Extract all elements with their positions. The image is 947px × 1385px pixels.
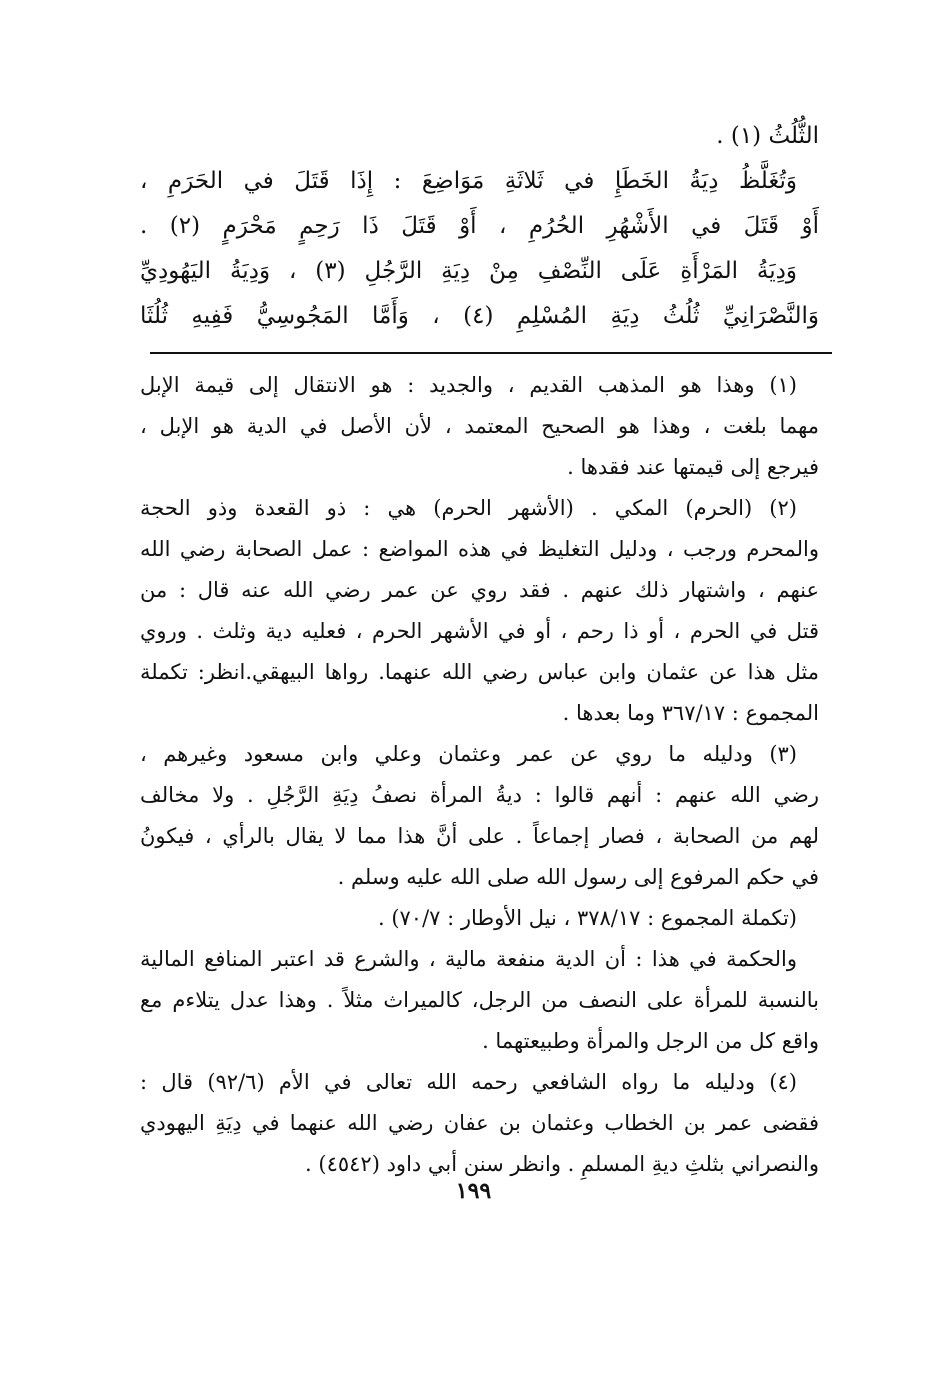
footnote-line-5: والمحرم ورجب ، ودليل التغليظ في هذه المواضع : عمل الصحابة رضي الله	[140, 537, 819, 561]
footnote-line-12: لهم من الصحابة ، فصار إجماعاً . على أنَّ هذا مما لا يقال بالرأي ، فيكونُ	[140, 824, 819, 848]
footnote-line-19: فقضى عمر بن الخطاب وعثمان بن عفان رضي الله عنهما في دِيَةِ اليهودي	[140, 1111, 819, 1135]
footnote-line-1: (١) وهذا هو المذهب القديم ، والجديد : هو الانتقال إلى قيمة الإبل	[140, 373, 797, 397]
footnote-line-14: (تكملة المجموع : ٣٧٨/١٧ ، نيل الأوطار : ٧٠/٧) .	[377, 906, 797, 930]
footnote-separator-rule	[150, 352, 832, 354]
footnote-line-15: والحكمة في هذا : أن الدية منفعة مالية ، والشرع قد اعتبر المنافع المالية	[140, 947, 797, 971]
footnote-line-8: مثل هذا عن عثمان وابن عباس رضي الله عنهما. رواها البيهقي.انظر: تكملة	[140, 660, 819, 684]
main-text-line-4: وَدِيَةُ المَرْأَةِ عَلَى النِّصْفِ مِنْ دِيَةِ الرَّجُلِ (٣) ، وَدِيَةُ اليَهُودِيِّ	[140, 258, 798, 284]
main-text-line-5: وَالنَّصْرَانِيِّ ثُلُثُ دِيَةِ المُسْلِمِ (٤) ، وَأَمَّا المَجُوسِيُّ فَفِيهِ ثُلُثَا	[140, 303, 819, 329]
footnote-line-20: والنصراني بثلثِ ديةِ المسلمِ . وانظر سنن أبي داود (٤٥٤٢) .	[305, 1152, 819, 1176]
footnote-line-13: في حكم المرفوع إلى رسول الله صلى الله عليه وسلم .	[337, 865, 819, 889]
main-text-line-2: وَتُغَلَّظُ دِيَةُ الخَطَإِ في ثَلاثَةِ مَوَاضِعَ : إِذَا قَتَلَ في الحَرَمِ ،	[140, 168, 797, 194]
footnote-line-3: فيرجع إلى قيمتها عند فقدها .	[567, 455, 819, 479]
main-text-line-1: الثُّلُثُ (١) .	[716, 123, 819, 149]
footnote-line-7: قتل في الحرم ، أو ذا رحم ، أو في الأشهر الحرم ، فعليه دية وثلث . وروي	[140, 619, 819, 643]
footnote-line-11: رضي الله عنهم : أنهم قالوا : ديةُ المرأة نصفُ دِيَةِ الرَّجُلِ . ولا مخالف	[140, 783, 819, 807]
footnote-line-9: المجموع : ٣٦٧/١٧ وما بعدها .	[562, 701, 819, 725]
page-number: ١٩٩	[455, 1178, 492, 1204]
main-text-line-3: أَوْ قَتَلَ في الأَشْهُرِ الحُرُمِ ، أَوْ قَتَلَ ذَا رَحِمٍ مَحْرَمٍ (٢) .	[140, 213, 819, 239]
footnote-line-4: (٢) (الحرم) المكي . (الأشهر الحرم) هي : ذو القعدة وذو الحجة	[140, 496, 797, 520]
footnote-line-18: (٤) ودليله ما رواه الشافعي رحمه الله تعالى في الأم (٩٢/٦) قال :	[140, 1070, 797, 1094]
footnote-line-2: مهما بلغت ، وهذا هو الصحيح المعتمد ، لأن الأصل في الدية هو الإبل ،	[140, 414, 819, 438]
footnote-line-10: (٣) ودليله ما روي عن عمر وعثمان وعلي وابن مسعود وغيرهم ،	[140, 742, 797, 766]
footnote-line-16: بالنسبة للمرأة على النصف من الرجل، كالميراث مثلاً . وهذا عدل يتلاءم مع	[140, 988, 819, 1012]
footnote-line-17: واقع كل من الرجل والمرأة وطبيعتهما .	[482, 1029, 819, 1053]
footnote-line-6: عنهم ، واشتهار ذلك عنهم . فقد روي عن عمر رضي الله عنه قال : من	[140, 578, 819, 602]
